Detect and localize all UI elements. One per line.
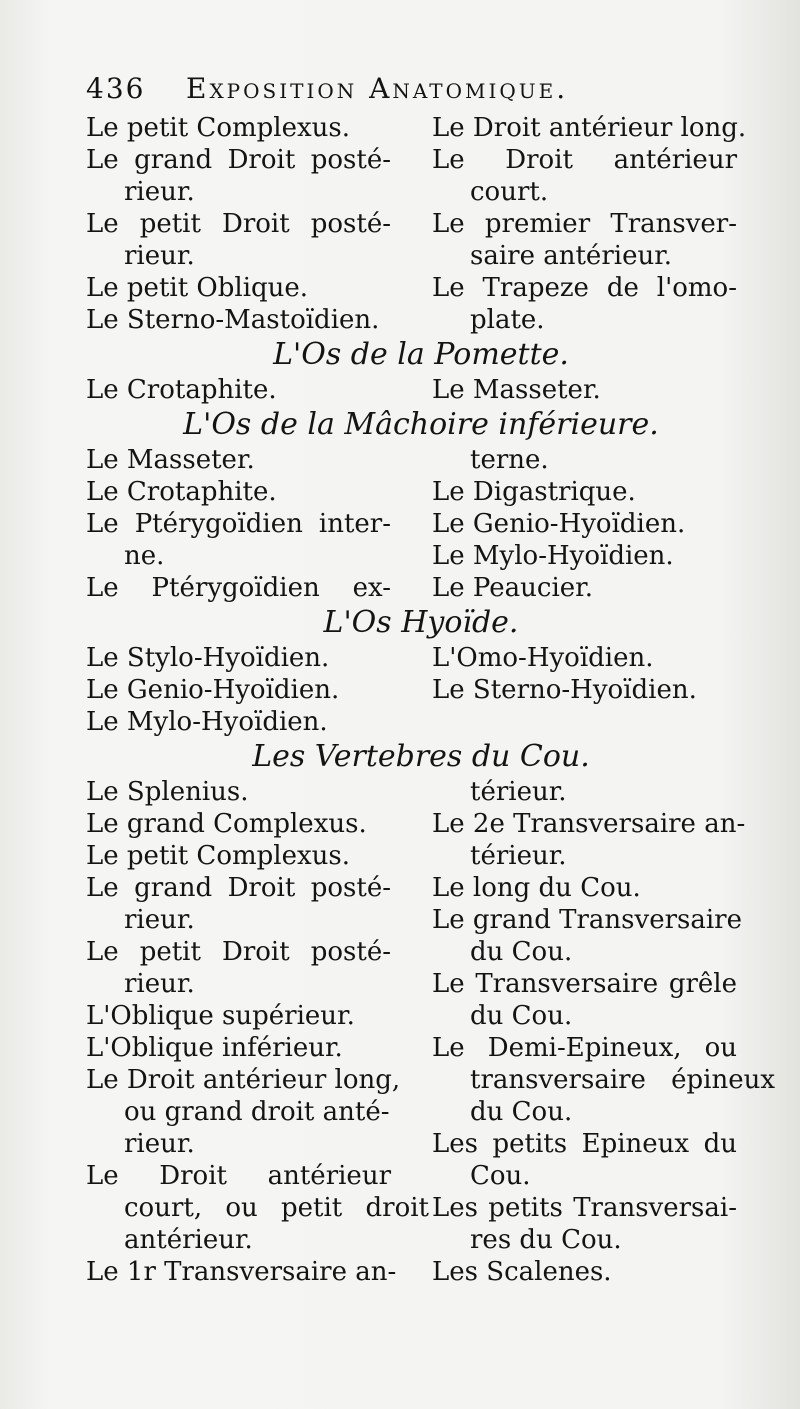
left-column-line: Le Splenius. [86,777,249,807]
left-column-line: ne. [124,541,165,571]
right-column-line: Le Trapeze de l'omo- [432,273,737,303]
text-row [86,1064,775,1096]
left-column-line: Le Crotaphite. [86,375,277,405]
right-column-line: Les petits Transversai- [432,1193,737,1223]
right-column-line: Le grand Transversaire [432,905,742,935]
text-row [86,1128,756,1160]
right-column-line: Le premier Transver- [432,209,737,239]
left-column-line: L'Oblique inférieur. [86,1033,343,1063]
right-column-line: Le long du Cou. [432,873,641,903]
left-column-line: rieur. [124,241,195,271]
right-column-line: térieur. [470,777,567,807]
text-row [86,304,756,336]
text-row [86,508,756,540]
right-column-line: térieur. [470,841,567,871]
right-column-line: Le Droit antérieur long. [432,113,747,143]
right-column-line: du Cou. [470,937,573,967]
left-column-line: Le Stylo-Hyoïdien. [86,643,330,673]
two-column-text [86,112,775,1288]
left-column-line: rieur. [124,1129,195,1159]
running-header [86,72,746,112]
section-heading: L'Os de la Pomette. [273,337,569,372]
left-column-line: court, ou petit droit [124,1193,429,1223]
left-column-line: rieur. [124,969,195,999]
right-column-line: Le Masseter. [432,375,601,405]
right-column-line: Cou. [470,1161,531,1191]
text-row [86,144,756,176]
right-column-line: terne. [470,445,549,475]
right-column-line: Le Droit antérieur [432,145,737,175]
left-column-line: Le Droit antérieur [86,1161,391,1191]
left-column-line: Le Ptérygoïdien ex- [86,573,391,603]
text-row [86,642,756,674]
right-column-line: Le Peaucier. [432,573,593,603]
text-row [86,1096,756,1128]
left-column-line: Le petit Oblique. [86,273,309,303]
text-row [86,1192,756,1224]
left-column-line: Le Mylo-Hyoïdien. [86,707,328,737]
text-row [86,872,756,904]
text-row [86,112,756,144]
left-column-line: rieur. [124,905,195,935]
text-row [86,1000,756,1032]
text-row [86,904,756,936]
left-column-line: Le petit Complexus. [86,113,350,143]
text-row [86,240,756,272]
right-column-line: Le Transversaire grêle [432,969,737,999]
right-column-line: transversaire épineux [470,1065,775,1095]
page-number: 436 [86,72,146,105]
left-column-line: Le petit Complexus. [86,841,350,871]
right-column-line: du Cou. [470,1097,573,1127]
right-column-line: Les Scalenes. [432,1257,612,1287]
right-column-line: Le Digastrique. [432,477,636,507]
right-column-line: saire antérieur. [470,241,673,271]
right-column-line: plate. [470,305,545,335]
right-column-line: court. [470,177,549,207]
right-column-line: Le Mylo-Hyoïdien. [432,541,674,571]
right-column-line: Le Demi-Epineux, ou [432,1033,737,1063]
left-column-line: Le Crotaphite. [86,477,277,507]
left-column-line: Le Droit antérieur long, [86,1065,401,1095]
text-row [86,176,756,208]
text-row [86,476,756,508]
left-column-line: Le Genio-Hyoïdien. [86,675,340,705]
text-row [86,444,756,476]
left-column-line: Le petit Droit posté- [86,937,391,967]
left-column-line: Le grand Droit posté- [86,145,391,175]
section-heading: L'Os Hyoïde. [323,605,519,640]
left-column-line: Le Ptérygoïdien inter- [86,509,391,539]
text-row [86,1160,756,1192]
text-row [86,968,756,1000]
right-column-line: du Cou. [470,1001,573,1031]
left-column-line: rieur. [124,177,195,207]
right-column-line: L'Omo-Hyoïdien. [432,643,654,673]
left-column-line: Le Masseter. [86,445,255,475]
left-column-line: Le 1r Transversaire an- [86,1257,397,1287]
text-row [86,272,756,304]
text-row [86,374,756,406]
left-column-line: L'Oblique supérieur. [86,1001,355,1031]
running-title: Exposition Anatomique. [186,72,569,105]
right-column-line: Les petits Epineux du [432,1129,737,1159]
left-column-line: Le petit Droit posté- [86,209,391,239]
text-row [86,936,756,968]
text-row [86,776,756,808]
text-row [86,1032,756,1064]
section-heading: L'Os de la Mâchoire inférieure. [183,407,659,442]
right-column-line: Le 2e Transversaire an- [432,809,746,839]
right-column-line: Le Genio-Hyoïdien. [432,509,686,539]
text-row [86,840,756,872]
text-row [86,572,756,604]
text-row [86,706,756,738]
left-column-line: Le Sterno-Mastoïdien. [86,305,380,335]
text-row [86,1256,756,1288]
left-column-line: Le grand Droit posté- [86,873,391,903]
section-heading: Les Vertebres du Cou. [252,739,590,774]
left-column-line: ou grand droit anté- [124,1097,390,1127]
left-column-line: antérieur. [124,1225,253,1255]
right-column-line: Le Sterno-Hyoïdien. [432,675,697,705]
text-row [86,1224,756,1256]
text-row [86,208,756,240]
right-column-line: res du Cou. [470,1225,622,1255]
text-row [86,540,756,572]
text-row [86,808,756,840]
left-column-line: Le grand Complexus. [86,809,367,839]
text-row [86,674,756,706]
